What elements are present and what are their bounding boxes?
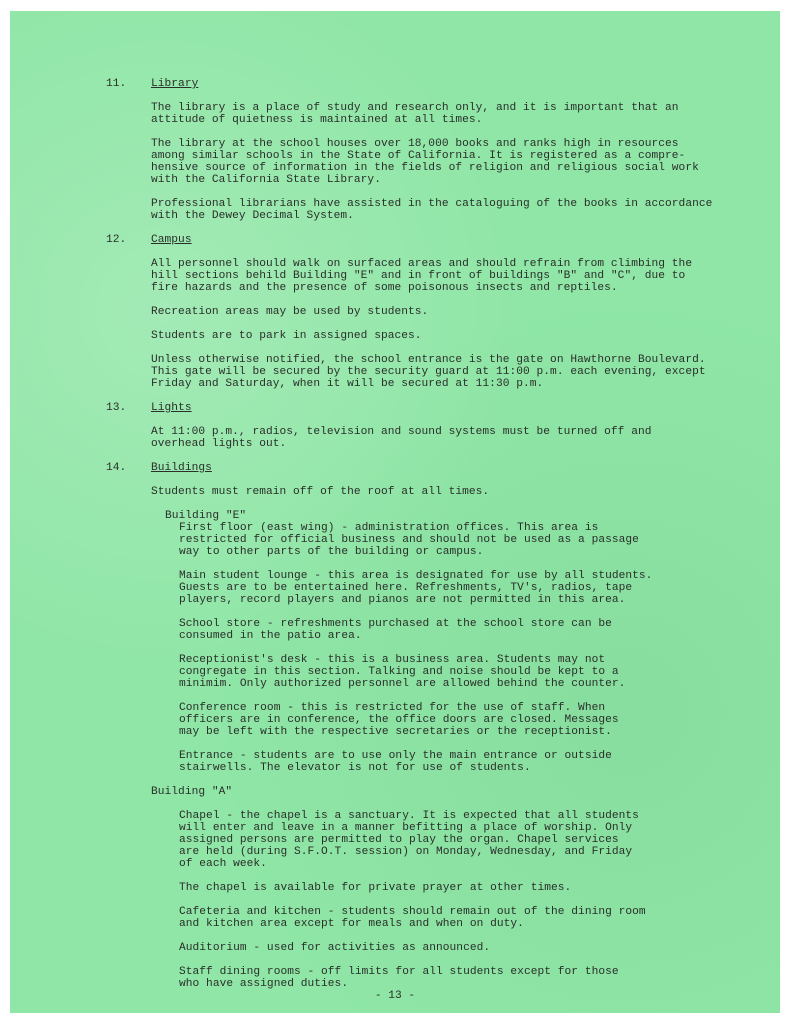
paragraph: Professional librarians have assisted in the cataloguing of the books in accordance with the Dewey Decimal System. xyxy=(151,198,713,222)
section-title: Campus xyxy=(151,234,192,246)
building-e-heading: Building "E" xyxy=(165,510,247,522)
section-number: 12. xyxy=(106,234,127,246)
building-a-heading: Building "A" xyxy=(151,786,233,798)
section-heading-lights xyxy=(106,402,746,414)
paragraph: At 11:00 p.m., radios, television and sound systems must be turned off and overhead lights out. xyxy=(151,426,652,450)
building-e-item: School store - refreshments purchased at the school store can be consumed in the patio area. xyxy=(179,618,612,642)
paragraph: All personnel should walk on surfaced areas and should refrain from climbing the hill sections behild Building "E" and in front of buildings "B" and "C", due to fire hazards and the presence of some poisonous insects and reptiles. xyxy=(151,258,693,294)
paragraph: Unless otherwise notified, the school entrance is the gate on Hawthorne Boulevard. This gate will be secured by the security guard at 11:00 p.m. each evening, except Friday and Saturday, when it will be secured at 11:30 p.m. xyxy=(151,354,706,390)
building-e-item: First floor (east wing) - administration offices. This area is restricted for official business and should not be used as a passage way to other parts of the building or campus. xyxy=(179,522,639,558)
section-number: 11. xyxy=(106,78,127,90)
building-a-item: Auditorium - used for activities as announced. xyxy=(179,942,491,954)
paragraph: The library is a place of study and research only, and it is important that an attitude of quietness is maintained at all times. xyxy=(151,102,679,126)
building-a-item: Cafeteria and kitchen - students should remain out of the dining room and kitchen area except for meals and when on duty. xyxy=(179,906,646,930)
section-heading-campus xyxy=(106,234,746,246)
section-heading-library xyxy=(106,78,746,90)
paragraph: Students must remain off of the roof at all times. xyxy=(151,486,490,498)
paragraph: Students are to park in assigned spaces. xyxy=(151,330,422,342)
section-title: Buildings xyxy=(151,462,212,474)
building-a-item: Staff dining rooms - off limits for all students except for those who have assigned duties. xyxy=(179,966,619,990)
building-e-item: Conference room - this is restricted for the use of staff. When officers are in conference, the office doors are closed. Messages may be left with the respective secretaries or the receptionist. xyxy=(179,702,619,738)
paragraph: The library at the school houses over 18,000 books and ranks high in resources among similar schools in the State of California. It is registered as a compre- hensive source of information in the fields of religion and religious social work with the California State Library. xyxy=(151,138,699,186)
section-heading-buildings xyxy=(106,462,746,474)
section-number: 13. xyxy=(106,402,127,414)
document-body xyxy=(106,78,746,1002)
building-a-item: Chapel - the chapel is a sanctuary. It is expected that all students will enter and leave in a manner befitting a place of worship. Only assigned persons are permitted to play the organ. Chapel services are held (during S.F.O.T. session) on Monday, Wednesday, and Friday of each week. xyxy=(179,810,639,870)
document-page xyxy=(10,11,780,1013)
building-e-item: Receptionist's desk - this is a business area. Students may not congregate in this section. Talking and noise should be kept to a minimim. Only authorized personnel are allowed behind the counter. xyxy=(179,654,626,690)
building-e-item: Main student lounge - this area is designated for use by all students. Guests are to be entertained here. Refreshments, TV's, radios, tape players, record players and pianos are not permitted in this area. xyxy=(179,570,653,606)
section-title: Lights xyxy=(151,402,192,414)
section-number: 14. xyxy=(106,462,127,474)
building-e-item: Entrance - students are to use only the main entrance or outside stairwells. The elevator is not for use of students. xyxy=(179,750,612,774)
building-a-item: The chapel is available for private prayer at other times. xyxy=(179,882,572,894)
page-number: - 13 - xyxy=(374,990,416,1002)
section-title: Library xyxy=(151,78,199,90)
paragraph: Recreation areas may be used by students. xyxy=(151,306,429,318)
